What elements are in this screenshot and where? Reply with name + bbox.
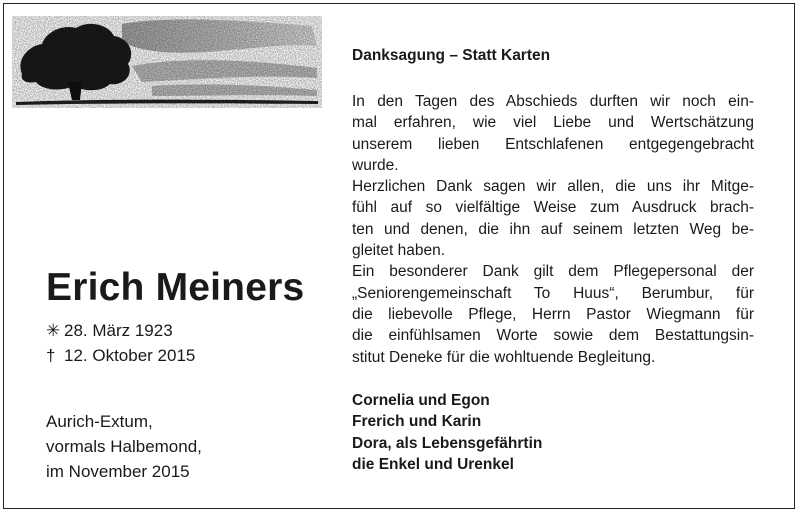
death-date-row xyxy=(46,343,195,368)
signer: Dora, als Lebensgefährtin xyxy=(352,434,543,452)
text-line: unserem lieben Entschlafenen entgegengebracht xyxy=(352,135,754,153)
text-line: die einfühlsamen Worte sowie dem Bestattungsin- xyxy=(352,327,754,345)
death-cross-icon: † xyxy=(46,346,56,365)
signer: Cornelia und Egon xyxy=(352,392,490,409)
text-line: fühl auf so vielfältige Weise zum Ausdruck brach- xyxy=(352,199,754,217)
signer: die Enkel und Urenkel xyxy=(352,455,514,473)
life-dates xyxy=(46,318,195,368)
text-line: gleitet haben. xyxy=(352,242,446,260)
text-line: ten und denen, die ihn auf seinem letzten Weg be- xyxy=(352,220,754,238)
thank-you-text xyxy=(352,91,754,368)
birth-date: 28. März 1923 xyxy=(64,321,173,340)
text-line: die liebevolle Pflege, Herrn Pastor Wiegmann für xyxy=(352,305,754,323)
birth-date-row xyxy=(46,318,195,343)
birth-star-icon: ✳ xyxy=(46,321,61,340)
notice-heading: Danksagung – Statt Karten xyxy=(352,47,551,64)
deceased-name: Erich Meiners xyxy=(46,266,305,309)
signers-list xyxy=(352,390,542,475)
text-line: stitut Deneke für die wohltuende Begleitung. xyxy=(352,348,656,366)
place-line: im November 2015 xyxy=(46,462,190,481)
tree-landscape-image xyxy=(12,16,322,108)
place-and-date xyxy=(46,409,202,484)
text-line: wurde. xyxy=(352,156,399,174)
text-line: mal erfahren, wie viel Liebe und Wertschätzung xyxy=(352,114,754,132)
text-line: Herzlichen Dank sagen wir allen, die uns ihr Mitge- xyxy=(352,178,754,196)
text-line: In den Tagen des Abschieds durften wir noch ein- xyxy=(352,93,754,110)
text-line: Ein besonderer Dank gilt dem Pflegepersonal der xyxy=(352,263,754,281)
text-line: „Seniorengemeinschaft To Huus“, Berumbur, für xyxy=(352,284,754,302)
place-line: vormals Halbemond, xyxy=(46,437,202,456)
death-date: 12. Oktober 2015 xyxy=(64,346,196,365)
place-line: Aurich-Extum, xyxy=(46,412,153,431)
signer: Frerich und Karin xyxy=(352,413,482,431)
